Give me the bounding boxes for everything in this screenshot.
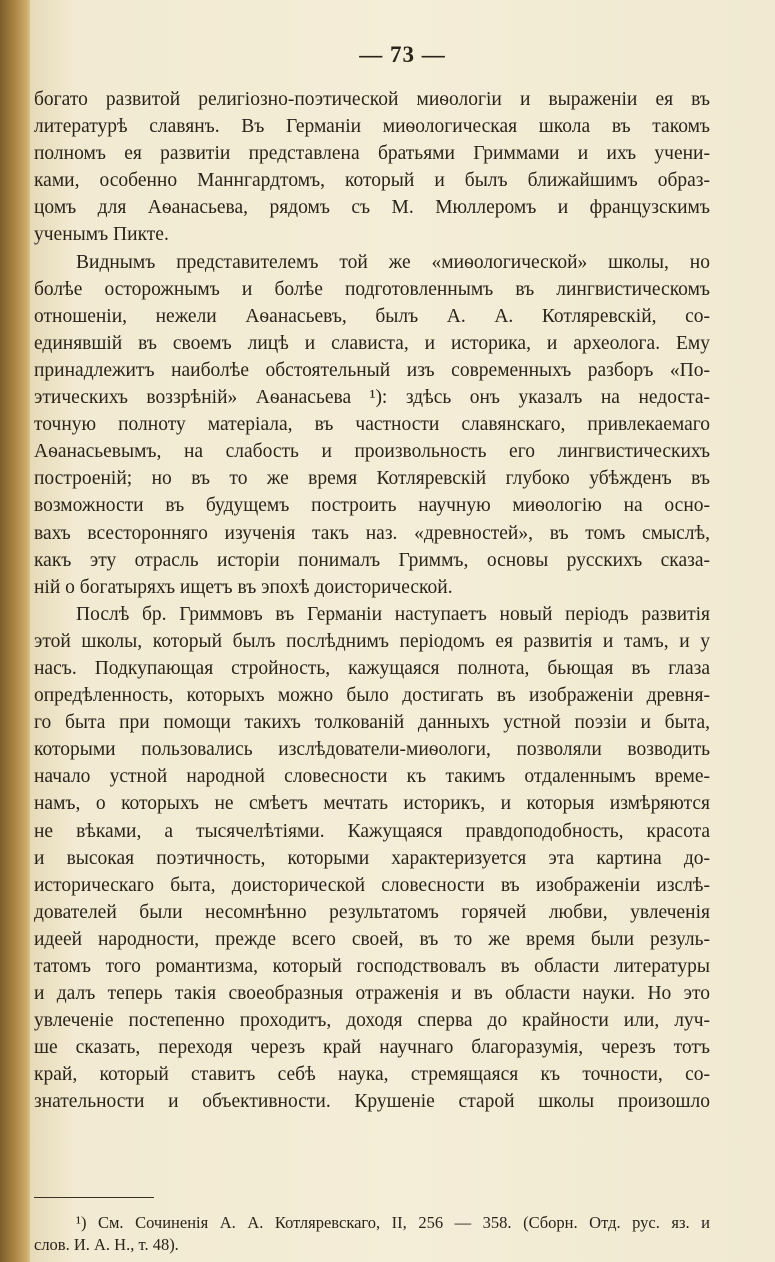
- text-line: и далъ теперь такія своеобразныя отраженія и въ области науки. Но это: [34, 983, 710, 1005]
- text-line: и высокая поэтичность, которыми характеризуется эта картина до-: [34, 847, 710, 869]
- text-line: насъ. Подкупающая стройность, кажущаяся полнота, бьющая въ глаза: [34, 657, 710, 679]
- text-line: построеній; но въ то же время Котляревскій глубоко убѣжденъ въ: [34, 468, 710, 490]
- footnote-line: слов. И. А. Н., т. 48).: [34, 1235, 179, 1254]
- text-line: точную полноту матеріала, въ частности славянскаго, привлекаемаго: [34, 414, 710, 436]
- paragraph-1: [34, 86, 710, 249]
- page-number: — 73 —: [359, 42, 446, 67]
- text-line: увлеченіе постепенно проходитъ, доходя сперва до крайности или, луч-: [34, 1010, 710, 1032]
- text-line: опредѣленность, которыхъ можно было достигать въ изображеніи древня-: [34, 685, 710, 707]
- text-line: го быта при помощи такихъ толкованій данныхъ устной поэзіи и быта,: [34, 712, 710, 734]
- text-line: татомъ того романтизма, который господствовалъ въ области литературы: [34, 956, 710, 977]
- text-line: намъ, о которыхъ не смѣетъ мечтать историкъ, и которыя измѣряются: [34, 793, 710, 815]
- text-line: какъ эту отрасль исторіи понималъ Гриммъ, основы русскихъ сказа-: [34, 549, 710, 571]
- text-line: вахъ всесторонняго изученія такъ наз. «древностей», въ томъ смыслѣ,: [34, 522, 710, 544]
- paragraph-2: [34, 249, 710, 601]
- book-spine-shadow: [0, 0, 34, 1262]
- book-page: [30, 0, 775, 1262]
- text-line: полномъ ея развитіи представлена братьями Гриммами и ихъ учени-: [34, 143, 710, 165]
- text-line: Виднымъ представителемъ той же «миѳологической» школы, но: [76, 251, 710, 273]
- text-line: ше сказать, переходя черезъ край научнаго благоразумія, черезъ тотъ: [34, 1037, 710, 1059]
- text-line: ній о богатыряхъ ищетъ въ эпохѣ доисторической.: [34, 576, 453, 598]
- text-line: богато развитой религіозно-поэтической миѳологіи и выраженіи ея въ: [34, 89, 710, 110]
- text-line: знательности и объективности. Крушеніе старой школы произошло: [34, 1091, 710, 1113]
- text-line: отношеніи, нежели Аѳанасьевъ, былъ А. А. Котляревскій, со-: [34, 305, 710, 327]
- text-line: цомъ для Аѳанасьева, рядомъ съ М. Мюллеромъ и французскимъ: [34, 197, 710, 219]
- text-line: не вѣками, а тысячелѣтіями. Кажущаяся правдоподобность, красота: [34, 820, 710, 842]
- text-line: принадлежитъ наиболѣе обстоятельный изъ современныхъ разборъ «По-: [34, 359, 710, 381]
- text-line: которыми пользовались изслѣдователи-миѳологи, позволяли возводить: [34, 739, 710, 761]
- text-line: Аѳанасьевымъ, на слабость и произвольность его лингвистическихъ: [34, 441, 710, 463]
- text-line: начало устной народной словесности къ такимъ отдаленнымъ време-: [34, 766, 710, 788]
- paragraph-3: [34, 601, 710, 1116]
- text-line: идеей народности, прежде всего своей, въ то же время были резуль-: [34, 928, 710, 950]
- text-line: этой школы, который былъ послѣднимъ періодомъ ея развитія и тамъ, и у: [34, 630, 710, 652]
- text-line: историческаго быта, доисторической словесности въ изображеніи изслѣ-: [34, 874, 710, 896]
- text-line: ками, особенно Маннгардтомъ, который и былъ ближайшимъ образ-: [34, 170, 710, 192]
- text-line: литературѣ славянъ. Въ Германіи миѳологическая школа въ такомъ: [34, 116, 710, 138]
- text-line: край, который ставитъ себѣ наука, стремящаяся къ точности, со-: [34, 1064, 710, 1086]
- footnote-divider: [34, 1197, 154, 1198]
- footnote-line: ¹) См. Сочиненія А. А. Котляревскаго, II, 256 — 358. (Сборн. Отд. рус. яз. и: [76, 1213, 710, 1232]
- text-line: дователей были несомнѣнно результатомъ горячей любви, увлеченія: [34, 901, 710, 923]
- text-line: Послѣ бр. Гриммовъ въ Германіи наступаетъ новый періодъ развитія: [76, 603, 710, 625]
- text-line: болѣе осторожнымъ и болѣе подготовленнымъ въ лингвистическомъ: [34, 278, 710, 300]
- main-text: [34, 86, 710, 1116]
- text-line: этическихъ воззрѣній» Аѳанасьева ¹): здѣсь онъ указалъ на недоста-: [34, 387, 710, 409]
- text-line: единявшій въ своемъ лицѣ и слависта, и историка, и археолога. Ему: [34, 332, 710, 354]
- text-line: возможности въ будущемъ построить научную миѳологію на осно-: [34, 495, 710, 517]
- footnote: [34, 1212, 710, 1256]
- text-line: ученымъ Пикте.: [34, 224, 169, 246]
